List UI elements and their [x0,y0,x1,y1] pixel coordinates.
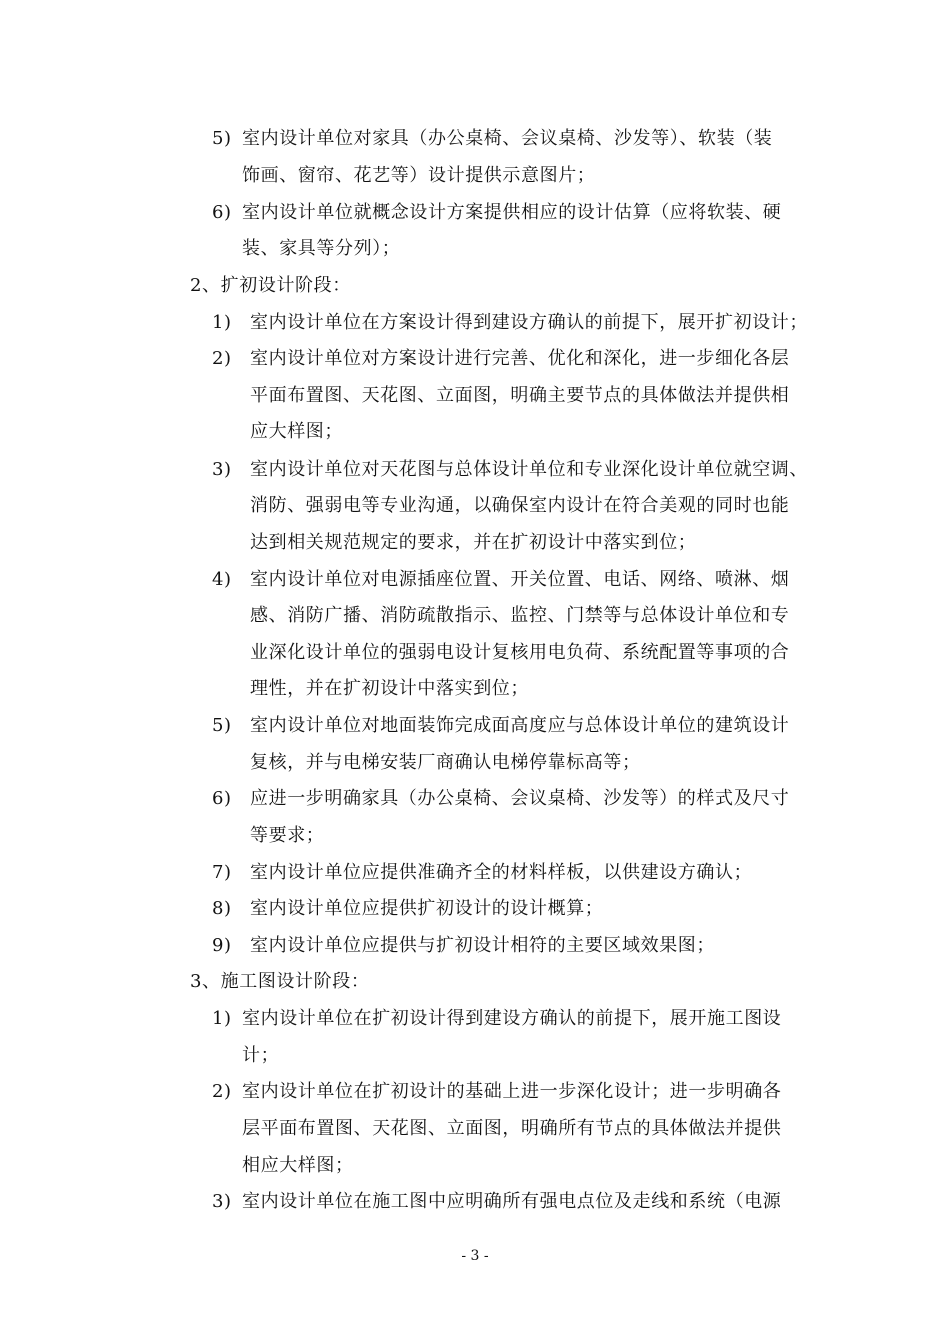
list-item-line: 相应大样图； [242,1155,354,1176]
list-item-line: 消防、强弱电等专业沟通，以确保室内设计在符合美观的同时也能 [250,495,790,516]
list-number: 9) [212,935,232,956]
list-item-line: 应大样图； [250,421,343,442]
list-item-line: 室内设计单位在施工图中应明确所有强电点位及走线和系统（电源 [242,1191,782,1212]
list-item-line: 平面布置图、天花图、立面图，明确主要节点的具体做法并提供相 [250,385,790,406]
list-number: 1) [212,312,232,333]
list-item-line: 等要求； [250,825,325,846]
list-item-line: 室内设计单位应提供与扩初设计相符的主要区域效果图； [250,935,715,956]
list-item-line: 室内设计单位应提供扩初设计的设计概算； [250,898,604,919]
section-heading: 3、施工图设计阶段： [190,971,370,992]
list-number: 5) [212,128,232,149]
list-item-line: 应进一步明确家具（办公桌椅、会议桌椅、沙发等）的样式及尺寸 [250,788,790,809]
list-number: 2) [212,348,232,369]
list-item-line: 感、消防广播、消防疏散指示、监控、门禁等与总体设计单位和专 [250,605,790,626]
list-number: 6) [212,788,232,809]
list-number: 8) [212,898,232,919]
list-item-line: 业深化设计单位的强弱电设计复核用电负荷、系统配置等事项的合 [250,642,790,663]
list-number: 5) [212,715,232,736]
list-number: 4) [212,569,232,590]
list-item-line: 室内设计单位在方案设计得到建设方确认的前提下，展开扩初设计； [250,312,808,333]
list-number: 3) [212,1191,232,1212]
list-number: 3) [212,459,232,480]
list-number: 6) [212,202,232,223]
list-item-line: 室内设计单位对方案设计进行完善、优化和深化，进一步细化各层 [250,348,790,369]
list-item-line: 装、家具等分列）； [242,238,401,259]
list-item-line: 室内设计单位在扩初设计得到建设方确认的前提下，展开施工图设 [242,1008,782,1029]
page-number: - 3 - [461,1248,489,1264]
list-item-line: 室内设计单位就概念设计方案提供相应的设计估算（应将软装、硬 [242,202,782,223]
list-item-line: 室内设计单位在扩初设计的基础上进一步深化设计；进一步明确各 [242,1081,782,1102]
list-item-line: 室内设计单位对电源插座位置、开关位置、电话、网络、喷淋、烟 [250,569,790,590]
list-item-line: 达到相关规范规定的要求，并在扩初设计中落实到位； [250,532,697,553]
list-item-line: 室内设计单位对地面装饰完成面高度应与总体设计单位的建筑设计 [250,715,790,736]
list-number: 2) [212,1081,232,1102]
section-heading: 2、扩初设计阶段： [190,275,351,296]
list-item-line: 室内设计单位对家具（办公桌椅、会议桌椅、沙发等）、软装（装 [242,128,773,149]
list-item-line: 复核，并与电梯安装厂商确认电梯停靠标高等； [250,752,641,773]
list-number: 7) [212,862,232,883]
list-item-line: 理性，并在扩初设计中落实到位； [250,678,529,699]
list-number: 1) [212,1008,232,1029]
list-item-line: 室内设计单位对天花图与总体设计单位和专业深化设计单位就空调、 [250,459,808,480]
list-item-line: 计； [242,1045,280,1066]
list-item-line: 饰画、窗帘、花艺等）设计提供示意图片； [242,165,596,186]
list-item-line: 层平面布置图、天花图、立面图，明确所有节点的具体做法并提供 [242,1118,782,1139]
list-item-line: 室内设计单位应提供准确齐全的材料样板，以供建设方确认； [250,862,753,883]
